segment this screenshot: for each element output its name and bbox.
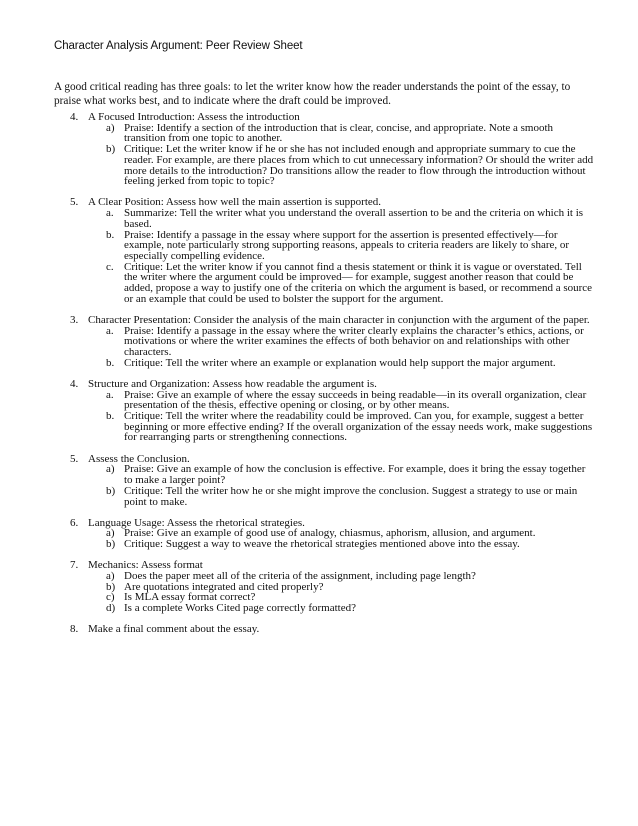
sub-item-text: Praise: Give an example of how the conclusion is effective. For example, does it bring the essay together to make a larger point? xyxy=(124,463,586,487)
sub-item xyxy=(88,230,594,262)
item-heading: Structure and Organization: Assess how readable the argument is. xyxy=(88,377,377,390)
item-number: 4. xyxy=(70,377,79,390)
item-heading: Language Usage: Assess the rhetorical strategies. xyxy=(88,516,305,529)
item-heading: Mechanics: Assess format xyxy=(88,559,203,572)
item-number: 8. xyxy=(70,623,79,636)
list-item xyxy=(54,315,594,369)
list-item xyxy=(54,518,594,550)
sub-item xyxy=(88,411,594,443)
list-item xyxy=(54,112,594,187)
sub-item-text: Critique: Let the writer know if he or she has not included enough and appropriate summary to cue the reader. For example, are there places from which to cut unnecessary information? Or should the writer add more details to the introduction? Do transitions allow the reader to flow through the introduction without feeling jerked from topic to topic? xyxy=(124,143,594,188)
item-number: 5. xyxy=(70,452,79,465)
sub-item xyxy=(88,603,594,614)
sub-item xyxy=(88,486,594,507)
sub-item-text: Praise: Give an example of good use of analogy, chiasmus, aphorism, allusion, and argument. xyxy=(124,527,536,540)
sub-item-label: c) xyxy=(106,591,115,604)
item-heading: Make a final comment about the essay. xyxy=(88,623,260,636)
sub-item-text: Critique: Tell the writer where the readability could be improved. Can you, for example, suggest a better beginning or more effective ending? If the overall organization of the essay needs work, make suggestions for rearranging parts or strengthening connections. xyxy=(124,410,593,444)
list-item xyxy=(54,379,594,443)
sub-item-label: b) xyxy=(106,580,116,593)
sub-item-label: c. xyxy=(106,260,114,273)
sub-item-label: b. xyxy=(106,356,115,369)
sub-item-label: b. xyxy=(106,410,115,423)
item-heading: A Clear Position: Assess how well the main assertion is supported. xyxy=(88,196,382,209)
sub-item xyxy=(88,123,594,144)
item-number: 3. xyxy=(70,313,79,326)
intro-paragraph: A good critical reading has three goals: to let the writer know how the reader understands the point of the essay, to praise what works best, and to indicate where the draft could be improved. xyxy=(54,81,571,107)
list-item xyxy=(54,454,594,508)
sub-item-text: Is a complete Works Cited page correctly formatted? xyxy=(124,602,356,615)
sub-item-label: a. xyxy=(106,324,114,337)
list-item xyxy=(54,560,594,614)
sub-item xyxy=(88,539,594,550)
sub-item-label: a. xyxy=(106,388,114,401)
sub-item-label: a) xyxy=(106,527,115,540)
sub-item xyxy=(88,208,594,229)
item-number: 7. xyxy=(70,559,79,572)
sub-item-label: b) xyxy=(106,484,116,497)
item-heading: A Focused Introduction: Assess the introduction xyxy=(88,111,300,123)
sub-item-label: a) xyxy=(106,121,115,134)
sub-item xyxy=(88,326,594,358)
sub-item-label: b. xyxy=(106,228,115,241)
document-title: Character Analysis Argument: Peer Review Sheet xyxy=(54,40,303,52)
item-heading: Character Presentation: Consider the analysis of the main character in conjunction with the argument of the paper. xyxy=(88,313,590,326)
sub-item-text: Praise: Identify a passage in the essay where support for the assertion is presented effectively—for example, note particularly strong supporting reasons, appeals to criteria readers are likely to share, or especially compelling evidence. xyxy=(124,228,570,262)
sub-item-text: Critique: Tell the writer how he or she might improve the conclusion. Suggest a strategy to use or main point to make. xyxy=(124,484,578,508)
list-item xyxy=(54,197,594,304)
sub-item-text: Are quotations integrated and cited properly? xyxy=(124,580,324,593)
sub-item-label: a) xyxy=(106,570,115,583)
list-item xyxy=(54,624,594,635)
sub-item-text: Critique: Suggest a way to weave the rhetorical strategies mentioned above into the essay. xyxy=(124,538,520,551)
sub-item xyxy=(88,390,594,411)
sub-item-text: Summarize: Tell the writer what you understand the overall assertion to be and the criteria on which it is based. xyxy=(124,207,584,230)
item-heading: Assess the Conclusion. xyxy=(88,452,190,465)
sub-item xyxy=(88,358,594,369)
item-number: 5. xyxy=(70,196,79,209)
sub-item-text: Praise: Identify a passage in the essay where the writer clearly explains the character’s ethics, actions, or motivations or where the writer examines the effects of both behavior on and relationships with other characters. xyxy=(124,324,584,359)
sub-item-label: d) xyxy=(106,602,116,615)
sub-item xyxy=(88,144,594,187)
sub-item-text: Does the paper meet all of the criteria of the assignment, including page length? xyxy=(124,570,476,583)
sub-item-label: a. xyxy=(106,207,114,220)
sub-item-text: Praise: Identify a section of the introduction that is clear, concise, and appropriate. Note a smooth transition from one topic to another. xyxy=(124,121,554,145)
item-number: 6. xyxy=(70,516,79,529)
sub-item-label: b) xyxy=(106,143,116,156)
sub-item-text: Critique: Let the writer know if you cannot find a thesis statement or think it is vague or overstated. Tell the writer where the argument could be improved— for example, suggest another reason that could be added, propose a way to justify one of the criteria on which the argument is based, or recommend a source or an example that could be used to bolster the support for the argument. xyxy=(124,260,593,305)
sub-item xyxy=(88,464,594,485)
sub-item-label: a) xyxy=(106,463,115,476)
sub-item xyxy=(88,262,594,305)
sub-item-label: b) xyxy=(106,538,116,551)
sub-item-text: Critique: Tell the writer where an example or explanation would help support the major argument. xyxy=(124,356,556,369)
sub-item-text: Praise: Give an example of where the essay succeeds in being readable—in its overall organization, clear presentation of the thesis, effective opening or closing, or by other means. xyxy=(124,388,587,412)
item-number: 4. xyxy=(70,111,79,123)
sub-item-text: Is MLA essay format correct? xyxy=(124,591,256,604)
review-criteria-list xyxy=(54,112,594,646)
